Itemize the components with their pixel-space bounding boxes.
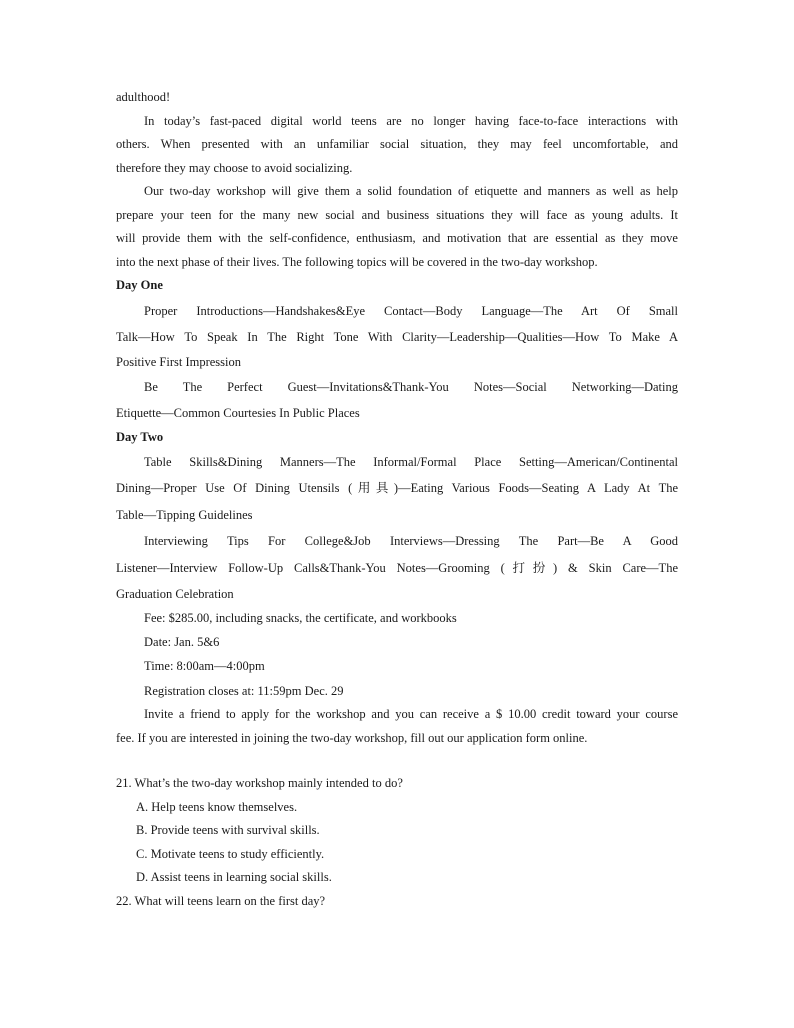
day-one-topic-line: Talk—How To Speak In The Right Tone With Clarity—Leadership—Qualities—How To Make A <box>116 329 678 344</box>
day-two-topic-line: Table Skills&Dining Manners—The Informal/Formal Place Setting—American/Continental <box>144 455 678 469</box>
para1-line: In today’s fast-paced digital world teens are no longer having face-to-face interactions with <box>144 113 678 128</box>
day-two-topic-line: Dining—Proper Use Of Dining Utensils (用具)—Eating Various Foods—Seating A Lady At The <box>116 481 678 495</box>
day-one-topic-line: Proper Introductions—Handshakes&Eye Contact—Body Language—The Art Of Small <box>144 303 678 318</box>
day-two-heading: Day Two <box>116 429 164 444</box>
question-stem: 22. What will teens learn on the first day? <box>116 893 326 908</box>
answer-option: B. Provide teens with survival skills. <box>136 823 320 837</box>
question-stem: 21. What’s the two-day workshop mainly intended to do? <box>116 776 403 790</box>
day-two-topic-line: Interviewing Tips For College&Job Interviews—Dressing The Part—Be A Good <box>144 534 678 548</box>
day-one-topic-line: Be The Perfect Guest—Invitations&Thank-You Notes—Social Networking—Dating <box>144 379 678 394</box>
answer-option: C. Motivate teens to study efficiently. <box>136 846 325 861</box>
para2-line: prepare your teen for the many new social and business situations they will face as young adults. It <box>116 207 678 222</box>
para2-line: Our two-day workshop will give them a solid foundation of etiquette and manners as well as help <box>144 184 678 198</box>
day-one-topic-line: Positive First Impression <box>116 354 242 369</box>
para1-line: therefore they may choose to avoid socializing. <box>116 160 353 175</box>
para1-line: others. When presented with an unfamiliar social situation, they may feel uncomfortable, and <box>116 137 678 151</box>
section-gap <box>116 750 678 772</box>
intro-end: adulthood! <box>116 90 171 104</box>
invite-line: Invite a friend to apply for the workshop and you can receive a $ 10.00 credit toward your course <box>144 707 678 721</box>
date-line: Date: Jan. 5&6 <box>144 635 220 649</box>
fee-line: Fee: $285.00, including snacks, the certificate, and workbooks <box>144 611 457 625</box>
day-two-topic-line: Graduation Celebration <box>116 587 234 601</box>
day-one-heading: Day One <box>116 278 163 292</box>
time-line: Time: 8:00am—4:00pm <box>144 659 265 673</box>
day-two-topic-line: Listener—Interview Follow-Up Calls&Thank-You Notes—Grooming (打扮) & Skin Care—The <box>116 561 678 575</box>
document-page <box>116 86 678 913</box>
day-two-topic-line: Table—Tipping Guidelines <box>116 508 253 522</box>
answer-option: A. Help teens know themselves. <box>136 799 298 814</box>
para2-line: will provide them with the self-confidence, enthusiasm, and motivation that are essential as they move <box>116 231 678 245</box>
answer-option: D. Assist teens in learning social skills. <box>136 870 332 884</box>
registration-line: Registration closes at: 11:59pm Dec. 29 <box>144 684 344 698</box>
para2-line: into the next phase of their lives. The following topics will be covered in the two-day workshop. <box>116 254 598 269</box>
day-one-topic-line: Etiquette—Common Courtesies In Public Places <box>116 405 360 420</box>
invite-line: fee. If you are interested in joining the two-day workshop, fill out our application form online. <box>116 730 588 745</box>
